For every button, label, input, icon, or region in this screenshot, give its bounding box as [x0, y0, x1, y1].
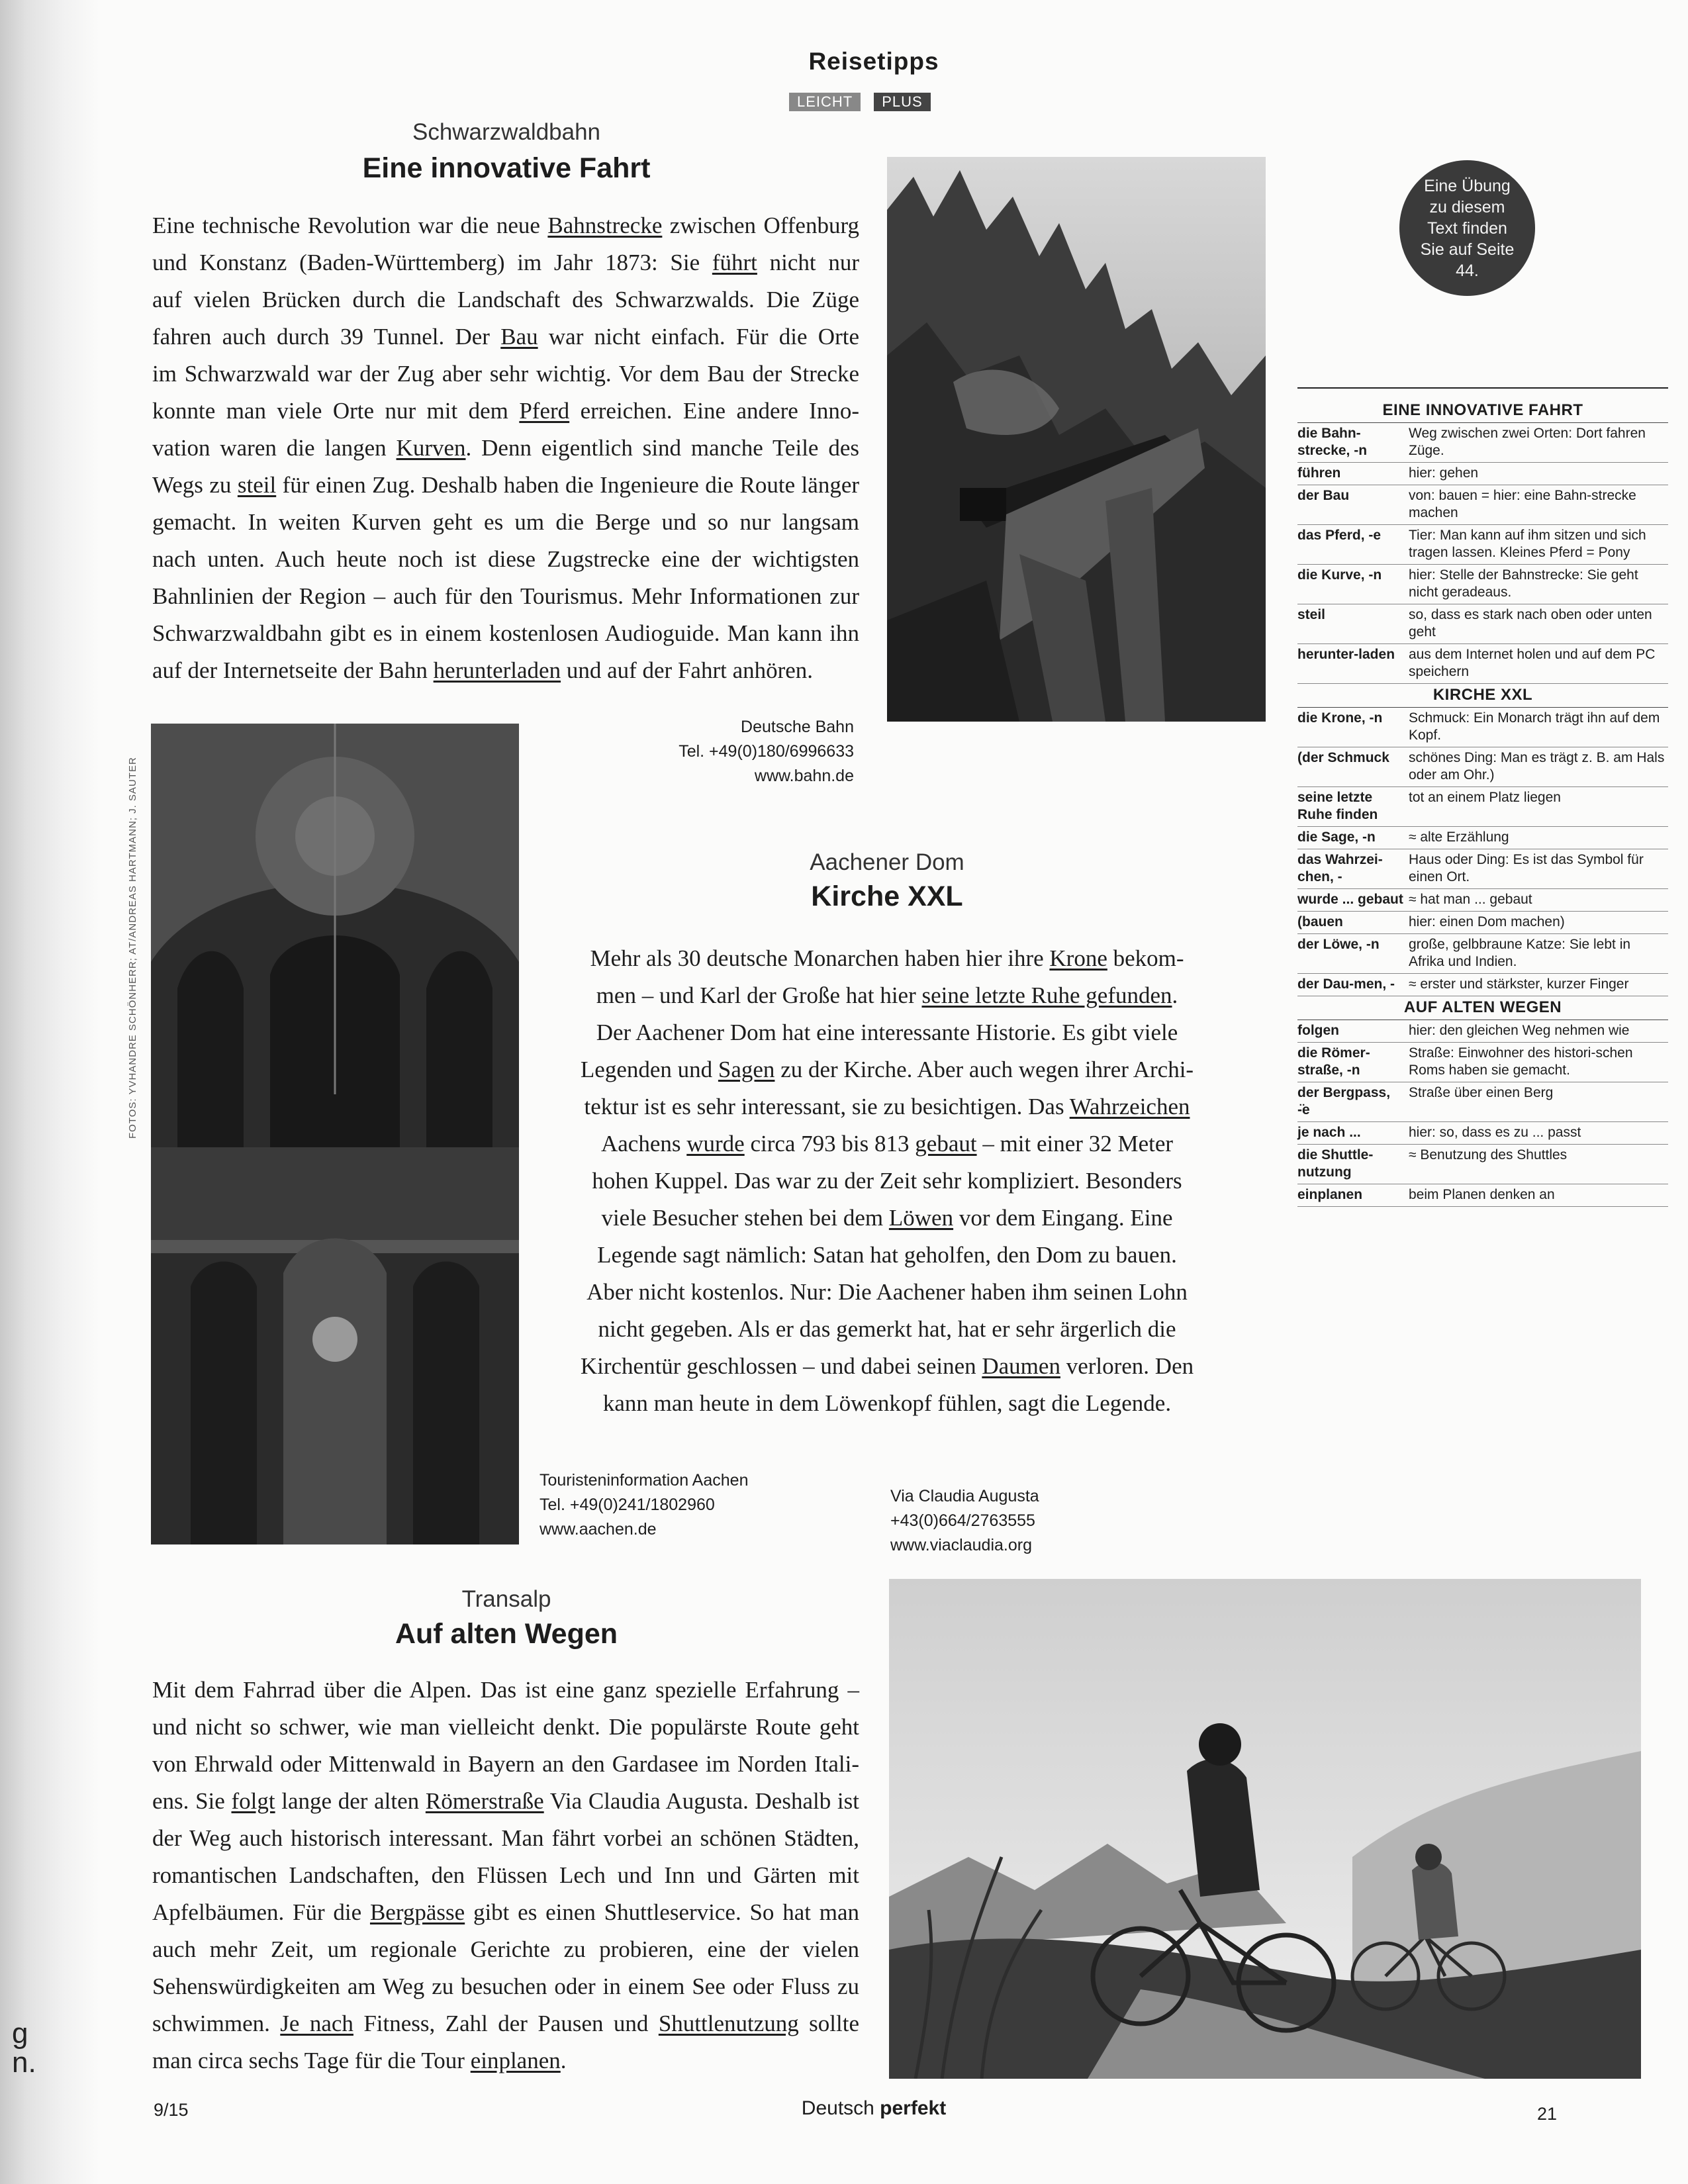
magazine-name-regular: Deutsch: [801, 2097, 880, 2119]
train-viaduct-image: [887, 157, 1266, 722]
body-line: auf der Internetseite der Bahn herunterladen und auf der Fahrt anhören.: [152, 657, 814, 683]
glossary-term: die Sage, -n: [1297, 830, 1376, 845]
glossary-entry: [1297, 485, 1668, 525]
body-line: Aachens wurde circa 793 bis 813 gebaut – mit einer 32 Meter: [600, 1131, 1174, 1157]
glossary-term: die Shuttle-nutzung: [1297, 1147, 1374, 1180]
body-line: Mehr als 30 deutsche Monarchen haben hier ihre Krone bekom-: [590, 945, 1184, 971]
glossary-entry: [1297, 565, 1668, 604]
glossary-term: führen: [1297, 465, 1341, 481]
glossary-definition: ≈ hat man ... gebaut: [1409, 892, 1532, 907]
glossary-term: das Wahrzei-chen, -: [1297, 852, 1383, 884]
glossary-entry: [1297, 1043, 1668, 1082]
article1-title: Eine innovative Fahrt: [362, 152, 651, 184]
article2-title: Kirche XXL: [811, 880, 963, 912]
glossary-definition: ≈ erster und stärkster, kurzer Finger: [1409, 976, 1629, 992]
glossary-definition: Tier: Man kann auf ihm sitzen und sich tragen lassen. Kleines Pferd = Pony: [1409, 528, 1646, 560]
glossary-entry: [1297, 1184, 1668, 1207]
glossary-term: das Pferd, -e: [1297, 528, 1382, 543]
body-line: hohen Kuppel. Das war zu der Zeit sehr kompliziert. Besonders: [592, 1168, 1182, 1194]
body-line: Apfelbäumen. Für die Bergpässe gibt es einen Shuttleservice. So hat man: [152, 1899, 860, 1925]
level-leicht: LEICHT: [789, 93, 861, 111]
glossary-definition: hier: den gleichen Weg nehmen wie: [1409, 1023, 1630, 1038]
glossary-term: der Dau-men, -: [1297, 976, 1395, 992]
contact-name: Via Claudia Augusta: [890, 1487, 1039, 1505]
glossary-definition: so, dass es stark nach oben oder unten geht: [1409, 607, 1652, 640]
glossary-term: der Bergpass, -̈e: [1297, 1085, 1391, 1117]
glossary-term: der Bau: [1297, 488, 1350, 503]
glossary-section-title: KIRCHE XXL: [1297, 684, 1668, 708]
exercise-badge-text: Eine Übung zu diesem Text finden Sie auf Seite 44.: [1420, 176, 1515, 280]
glossary-top-rule: [1297, 387, 1668, 389]
body-line: Bahnlinien der Region – auch für den Tourismus. Mehr Informationen zur: [152, 583, 859, 609]
glossary-entry: [1297, 1082, 1668, 1122]
glossary-entry: [1297, 644, 1668, 684]
transalp-photo: [889, 1579, 1641, 2079]
glossary-definition: hier: einen Dom machen): [1409, 914, 1565, 929]
mountain-bikers-image: [889, 1579, 1641, 2079]
article2-contact: [539, 1468, 818, 1542]
contact-name: Deutsche Bahn: [741, 718, 854, 736]
article2-body: [549, 940, 1225, 1422]
glossary-entry: [1297, 827, 1668, 849]
glossary-term: die Bahn-strecke, -n: [1297, 426, 1368, 458]
glossary-definition: Haus oder Ding: Es ist das Symbol für einen Ort.: [1409, 852, 1644, 884]
aachener-dom-photo: [151, 724, 519, 1544]
glossary-entry: [1297, 934, 1668, 974]
glossary-term: (bauen: [1297, 914, 1343, 929]
photo-credit: FOTOS: YVHANDRE SCHÖNHERR; AT/ANDREAS HARTMANN; J. SAUTER: [127, 757, 138, 1139]
glossary-entry: [1297, 747, 1668, 787]
glossary-section-title: EINE INNOVATIVE FAHRT: [1297, 399, 1668, 423]
glossary-term: seine letzte Ruhe finden: [1297, 790, 1378, 822]
glossary-term: die Römer-straße, -n: [1297, 1045, 1370, 1078]
glossary-term: einplanen: [1297, 1187, 1363, 1202]
glossary-term: wurde ... gebaut: [1297, 892, 1403, 907]
contact-name: Touristeninformation Aachen: [539, 1471, 749, 1490]
glossary-entry: [1297, 889, 1668, 912]
glossary-entry: [1297, 849, 1668, 889]
glossary-definition: Weg zwischen zwei Orten: Dort fahren Züge.: [1409, 426, 1646, 458]
glossary-definition: hier: gehen: [1409, 465, 1479, 481]
body-line: der Weg auch historisch interessant. Man fährt vorbei an schönen Städten,: [152, 1825, 859, 1851]
glossary-definition: Schmuck: Ein Monarch trägt ihn auf dem Kopf.: [1409, 710, 1660, 743]
glossary-entry: [1297, 1145, 1668, 1184]
page-title: Reisetipps: [808, 48, 939, 75]
body-line: man circa sechs Tage für die Tour einplanen.: [152, 2048, 567, 2073]
body-line: Legende sagt nämlich: Satan hat geholfen, den Dom zu bauen.: [597, 1242, 1177, 1268]
body-line: Aber nicht kostenlos. Nur: Die Aachener haben ihm seinen Lohn: [586, 1279, 1188, 1305]
contact-phone: +43(0)664/2763555: [890, 1511, 1035, 1530]
glossary-entry: [1297, 912, 1668, 934]
article3-body: [152, 1672, 859, 2079]
glossary-term: herunter-laden: [1297, 647, 1395, 662]
body-line: Eine technische Revolution war die neue Bahnstrecke zwischen Offenburg: [152, 213, 859, 238]
glossary-term: (der Schmuck: [1297, 750, 1389, 765]
article2-kicker: Aachener Dom: [810, 849, 964, 875]
glossary-entry: [1297, 787, 1668, 827]
body-line: tektur ist es sehr interessant, sie zu besichtigen. Das Wahrzeichen: [584, 1094, 1190, 1119]
body-line: Wegs zu steil für einen Zug. Deshalb haben die Ingenieure die Route länger: [152, 472, 860, 498]
glossary-definition: ≈ alte Erzählung: [1409, 830, 1509, 845]
glossary-term: die Krone, -n: [1297, 710, 1383, 726]
glossary-definition: ≈ Benutzung des Shuttles: [1409, 1147, 1568, 1163]
level-indicator: [789, 93, 931, 111]
contact-website[interactable]: www.bahn.de: [754, 767, 854, 785]
body-line: Schwarzwaldbahn gibt es in einem kostenlosen Audioguide. Man kann ihn: [152, 620, 859, 646]
glossary-definition: tot an einem Platz liegen: [1409, 790, 1561, 805]
glossary-entry: [1297, 974, 1668, 996]
magazine-name: [741, 2097, 1006, 2120]
body-line: gemacht. In weiten Kurven geht es um die Berge und so nur langsam: [152, 509, 859, 535]
glossary-term: folgen: [1297, 1023, 1339, 1038]
glossary-term: je nach ...: [1297, 1125, 1361, 1140]
glossary-definition: hier: Stelle der Bahnstrecke: Sie geht nicht geradeaus.: [1409, 567, 1638, 600]
body-line: und Konstanz (Baden-Württemberg) im Jahr 1873: Sie führt nicht nur: [152, 250, 860, 275]
body-line: Der Aachener Dom hat eine interessante Historie. Es gibt viele: [596, 1020, 1178, 1045]
body-line: schwimmen. Je nach Fitness, Zahl der Pausen und Shuttlenutzung sollte: [152, 2011, 859, 2036]
body-line: nach unten. Auch heute noch ist diese Zugstrecke eine der wichtigsten: [152, 546, 859, 572]
contact-phone: Tel. +49(0)241/1802960: [539, 1496, 715, 1514]
magazine-name-bold: perfekt: [880, 2097, 947, 2119]
glossary-definition: hier: so, dass es zu ... passt: [1409, 1125, 1581, 1140]
body-line: romantischen Landschaften, den Flüssen Lech und Inn und Gärten mit: [152, 1862, 859, 1888]
scan-edge-shadow: [0, 0, 99, 2184]
article3-title: Auf alten Wegen: [395, 1618, 618, 1650]
body-line: im Schwarzwald war der Zug aber sehr wichtig. Vor dem Bau der Strecke: [152, 361, 859, 387]
body-line: auf vielen Brücken durch die Landschaft des Schwarzwalds. Die Züge: [152, 287, 859, 312]
glossary-entry: [1297, 1122, 1668, 1145]
level-plus: PLUS: [874, 93, 930, 111]
glossary-entry: [1297, 604, 1668, 644]
contact-website[interactable]: www.aachen.de: [539, 1520, 657, 1539]
glossary-term: die Kurve, -n: [1297, 567, 1382, 583]
body-line: fahren auch durch 39 Tunnel. Der Bau war nicht einfach. Für die Orte: [152, 324, 859, 350]
glossary-definition: große, gelbbraune Katze: Sie lebt in Afrika und Indien.: [1409, 937, 1631, 969]
glossary-definition: aus dem Internet holen und auf dem PC speichern: [1409, 647, 1656, 679]
body-line: kann man heute in dem Löwenkopf fühlen, sagt die Legende.: [602, 1390, 1172, 1416]
schwarzwaldbahn-photo: [887, 157, 1266, 722]
glossary-definition: beim Planen denken an: [1409, 1187, 1555, 1202]
page-number: 21: [1537, 2104, 1558, 2124]
issue-number: 9/15: [154, 2100, 189, 2120]
glossary: [1297, 387, 1668, 1207]
contact-website[interactable]: www.viaclaudia.org: [890, 1536, 1032, 1554]
body-line: Kirchentür geschlossen – und dabei seinen Daumen verloren. Den: [580, 1353, 1194, 1379]
glossary-entry: [1297, 708, 1668, 747]
glossary-definition: von: bauen = hier: eine Bahn-strecke machen: [1409, 488, 1636, 520]
edge-fragment-text: g n.: [12, 2017, 36, 2079]
article1-kicker: Schwarzwaldbahn: [412, 119, 601, 145]
glossary-entry: [1297, 423, 1668, 463]
body-line: von Ehrwald oder Mittenwald in Bayern an den Gardasee im Norden Itali-: [152, 1751, 859, 1777]
glossary-entry: [1297, 1020, 1668, 1043]
body-line: auch mehr Zeit, um regionale Gerichte zu probieren, eine der vielen: [152, 1936, 859, 1962]
glossary-section-title: AUF ALTEN WEGEN: [1297, 996, 1668, 1020]
contact-phone: Tel. +49(0)180/6996633: [679, 742, 854, 761]
glossary-definition: Straße über einen Berg: [1409, 1085, 1554, 1100]
body-line: nicht gegeben. Als er das gemerkt hat, hat er sehr ärgerlich die: [598, 1316, 1176, 1342]
cathedral-interior-image: [151, 724, 519, 1544]
glossary-definition: Straße: Einwohner des histori-schen Roms haben sie gemacht.: [1409, 1045, 1633, 1078]
article1-body: [152, 207, 859, 689]
body-line: Mit dem Fahrrad über die Alpen. Das ist eine ganz spezielle Erfahrung –: [152, 1677, 859, 1703]
article1-contact: [596, 715, 854, 788]
article3-kicker: Transalp: [461, 1586, 551, 1612]
glossary-entry: [1297, 525, 1668, 565]
body-line: Legenden und Sagen zu der Kirche. Aber auch wegen ihrer Archi-: [580, 1057, 1194, 1082]
glossary-entry: [1297, 463, 1668, 485]
body-line: ens. Sie folgt lange der alten Römerstraße Via Claudia Augusta. Deshalb ist: [152, 1788, 859, 1814]
body-line: konnte man viele Orte nur mit dem Pferd erreichen. Eine andere Inno-: [152, 398, 859, 424]
body-line: vation waren die langen Kurven. Denn eigentlich sind manche Teile des: [152, 435, 859, 461]
body-line: Sehenswürdigkeiten am Weg zu besuchen oder in einem See oder Fluss zu: [152, 1973, 859, 1999]
glossary-definition: schönes Ding: Man es trägt z. B. am Hals oder am Ohr.): [1409, 750, 1665, 783]
glossary-term: der Löwe, -n: [1297, 937, 1380, 952]
body-line: men – und Karl der Große hat hier seine letzte Ruhe gefunden.: [596, 982, 1178, 1008]
body-line: und nicht so schwer, wie man vielleicht denkt. Die populärste Route geht: [152, 1714, 859, 1740]
exercise-badge: [1399, 160, 1535, 296]
glossary-term: steil: [1297, 607, 1326, 622]
body-line: viele Besucher stehen bei dem Löwen vor dem Eingang. Eine: [601, 1205, 1173, 1231]
article3-contact: [890, 1484, 1168, 1558]
